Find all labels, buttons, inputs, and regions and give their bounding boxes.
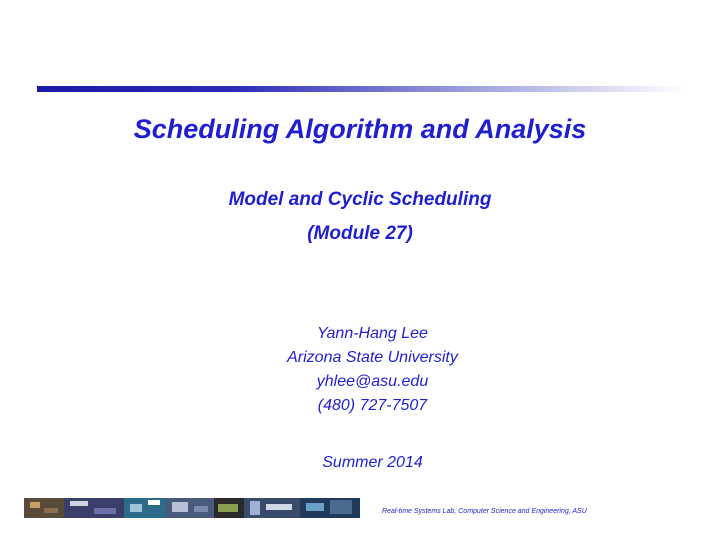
header-gradient-bar <box>37 86 685 92</box>
term-date: Summer 2014 <box>322 454 423 471</box>
footer-credit: Real-time Systems Lab, Computer Science and Engineering, ASU <box>382 508 587 515</box>
author-block <box>0 322 720 418</box>
author-email: yhlee@asu.edu <box>316 373 429 390</box>
author-phone: (480) 727-7507 <box>317 397 428 414</box>
author-name: Yann-Hang Lee <box>317 325 428 342</box>
slide-title: Scheduling Algorithm and Analysis <box>133 114 587 144</box>
module-number: (Module 27) <box>307 223 413 244</box>
circuit-board-image <box>24 498 360 518</box>
slide-subtitle: Model and Cyclic Scheduling <box>228 189 492 210</box>
author-affiliation: Arizona State University <box>287 349 458 366</box>
